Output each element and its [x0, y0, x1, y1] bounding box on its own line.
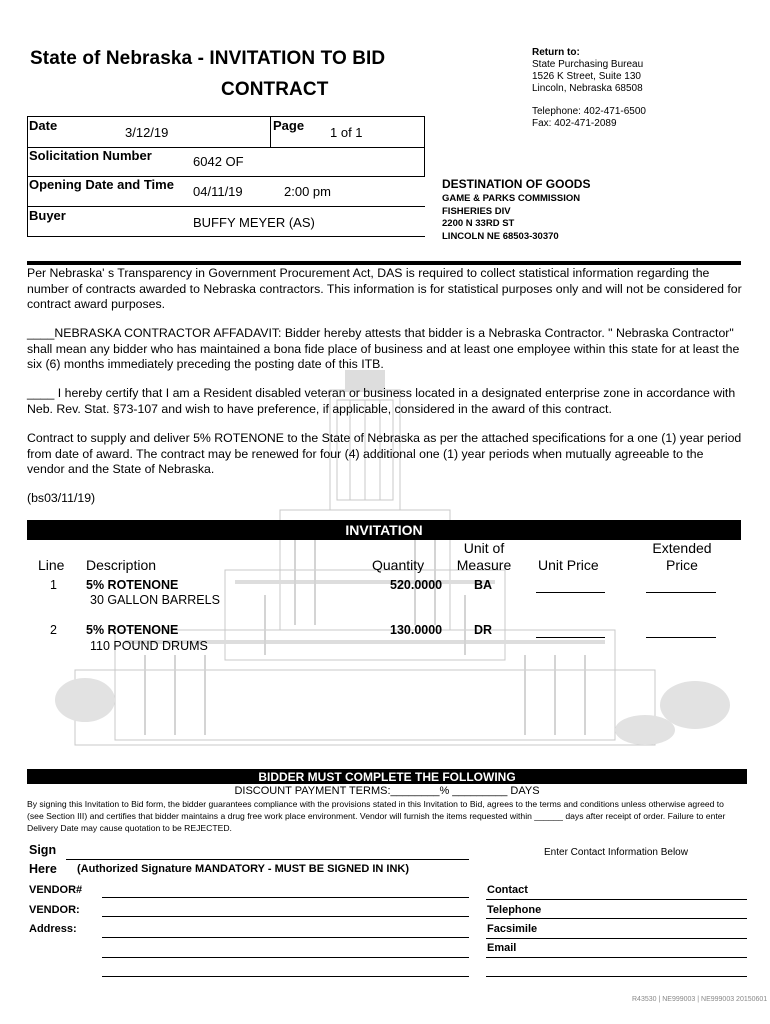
col-header-ext-line1: Extended — [652, 540, 712, 556]
email-label: Email — [487, 942, 517, 954]
here-label: Here — [29, 862, 57, 876]
signature-line[interactable] — [66, 859, 469, 860]
page-title-line1: State of Nebraska - INVITATION TO BID — [30, 48, 386, 69]
contact-label: Contact — [487, 884, 528, 896]
row-1-description: 5% ROTENONE — [86, 578, 179, 592]
bidder-bar: BIDDER MUST COMPLETE THE FOLLOWING — [27, 769, 747, 784]
vendor-label: VENDOR: — [29, 904, 80, 916]
transparency-paragraph: Per Nebraska' s Transparency in Government Procurement Act, DAS is required to collect statistical information regarding the number of contracts awarded to Nebraska contractors. This information is for statistical purposes only and will not be considered for contract award purposes. — [27, 266, 742, 311]
address-field-2[interactable] — [102, 957, 469, 958]
col-header-extended-price — [640, 540, 724, 574]
row-2-unit-price-blank[interactable] — [536, 637, 605, 638]
return-address-line-1: State Purchasing Bureau — [532, 59, 644, 70]
facsimile-label: Facsimile — [487, 923, 538, 935]
return-address-line-3: Lincoln, Nebraska 68508 — [532, 83, 643, 94]
row-2-description-detail: 110 POUND DRUMS — [90, 639, 208, 653]
page-value: 1 of 1 — [330, 125, 363, 140]
col-header-line: Line — [38, 557, 65, 573]
buyer-value: BUFFY MEYER (AS) — [193, 215, 315, 230]
signing-fine-print: By signing this Invitation to Bid form, the bidder guarantees compliance with the provisions stated in this Invitation to Bid, agrees to the terms and conditions unless otherwise agreed to (see Section III) and certifies that bidder maintains a drug free work place environment. Vendor will furnish the items requested within ______ days after receipt of order. Failure to enter Delivery Date may cause quotation to be REJECTED. — [27, 799, 726, 833]
solicitation-label: Solicitation Number — [29, 148, 152, 163]
col-header-description: Description — [86, 557, 157, 573]
col-header-unit-of-measure — [446, 540, 522, 574]
email-field-extra[interactable] — [486, 976, 747, 977]
row-2-line: 2 — [50, 623, 57, 637]
destination-line-1: GAME & PARKS COMMISSION — [442, 193, 581, 204]
page-label: Page — [273, 118, 305, 133]
telephone-field[interactable] — [486, 918, 747, 919]
sign-label: Sign — [29, 843, 57, 857]
destination-address — [442, 193, 580, 243]
destination-heading: DESTINATION OF GOODS — [442, 177, 591, 191]
row-2-extended-price-blank[interactable] — [646, 637, 716, 638]
col-header-quantity: Quantity — [372, 557, 425, 573]
section-divider — [27, 261, 741, 265]
invitation-bar: INVITATION — [27, 520, 741, 540]
page-title-line2: CONTRACT — [221, 79, 329, 100]
row-1-quantity: 520.0000 — [390, 578, 443, 592]
col-header-unit-line1: Unit of — [463, 540, 505, 556]
enter-contact-info: Enter Contact Information Below — [544, 847, 688, 858]
opening-time: 2:00 pm — [284, 184, 331, 199]
telephone-label: Telephone — [487, 904, 542, 916]
facsimile-field[interactable] — [486, 938, 747, 939]
address-field-3[interactable] — [102, 976, 469, 977]
row-1-extended-price-blank[interactable] — [646, 592, 716, 593]
revision-code: (bs03/11/19) — [27, 491, 96, 505]
col-header-ext-line2: Price — [666, 557, 698, 573]
address-field-1[interactable] — [102, 937, 469, 938]
date-label: Date — [29, 118, 58, 133]
email-field[interactable] — [486, 957, 747, 958]
discount-terms: DISCOUNT PAYMENT TERMS:________% _________ DAYS — [234, 785, 540, 797]
contract-description-paragraph: Contract to supply and deliver 5% ROTENONE to the State of Nebraska as per the attached specifications for a one (1) year period from date of award. The contract may be renewed for four (4) additional one (1) year periods when mutually agreeable to the vendor and the State of Nebraska. — [27, 431, 742, 476]
authorized-signature-note: (Authorized Signature MANDATORY - MUST BE SIGNED IN INK) — [77, 863, 410, 875]
col-header-unit-price: Unit Price — [538, 557, 599, 573]
opening-label: Opening Date and Time — [29, 177, 174, 192]
destination-line-4: LINCOLN NE 68503-30370 — [442, 230, 559, 242]
row-1-unit-price-blank[interactable] — [536, 592, 605, 593]
row-1-line: 1 — [50, 578, 57, 592]
contractor-affidavit-paragraph: ____NEBRASKA CONTRACTOR AFFADAVIT: Bidder hereby attests that bidder is a Nebraska Contractor. " Nebraska Contractor" shall mean any bidder who has maintained a bona fide place of business and at least one employee within this state for at least the six (6) months immediately preceding the posting date of this ITB. — [27, 326, 740, 371]
vendor-number-field[interactable] — [102, 897, 469, 898]
date-value: 3/12/19 — [125, 125, 169, 140]
opening-date: 04/11/19 — [193, 184, 243, 199]
row-2-uom: DR — [474, 623, 493, 637]
vendor-field[interactable] — [102, 916, 469, 917]
destination-line-3: 2200 N 33RD ST — [442, 218, 515, 229]
address-label: Address: — [29, 923, 77, 935]
vendor-number-label: VENDOR# — [29, 884, 83, 896]
row-2-quantity: 130.0000 — [390, 623, 443, 637]
row-1-uom: BA — [474, 578, 493, 592]
col-header-unit-line2: Measure — [456, 557, 512, 573]
destination-line-2: FISHERIES DIV — [442, 205, 511, 217]
return-address-line-2: 1526 K Street, Suite 130 — [532, 71, 641, 82]
row-1-description-detail: 30 GALLON BARRELS — [90, 593, 220, 607]
buyer-label: Buyer — [29, 208, 66, 223]
return-to-label: Return to: — [532, 47, 580, 58]
row-2-description: 5% ROTENONE — [86, 623, 179, 637]
contact-field[interactable] — [486, 899, 747, 900]
solicitation-value: 6042 OF — [193, 154, 244, 169]
return-fax: Fax: 402-471-2089 — [532, 118, 617, 129]
veteran-certification-paragraph: ____ I hereby certify that I am a Resident disabled veteran or business located in a designated enterprise zone in accordance with Neb. Rev. Stat. §73-107 and wish to have preference, if applicable, considered in the award of this contract. — [27, 386, 736, 416]
return-telephone: Telephone: 402-471-6500 — [532, 106, 646, 117]
form-code-footer: R43530 | NE999003 | NE999003 20150601 — [632, 996, 768, 1003]
